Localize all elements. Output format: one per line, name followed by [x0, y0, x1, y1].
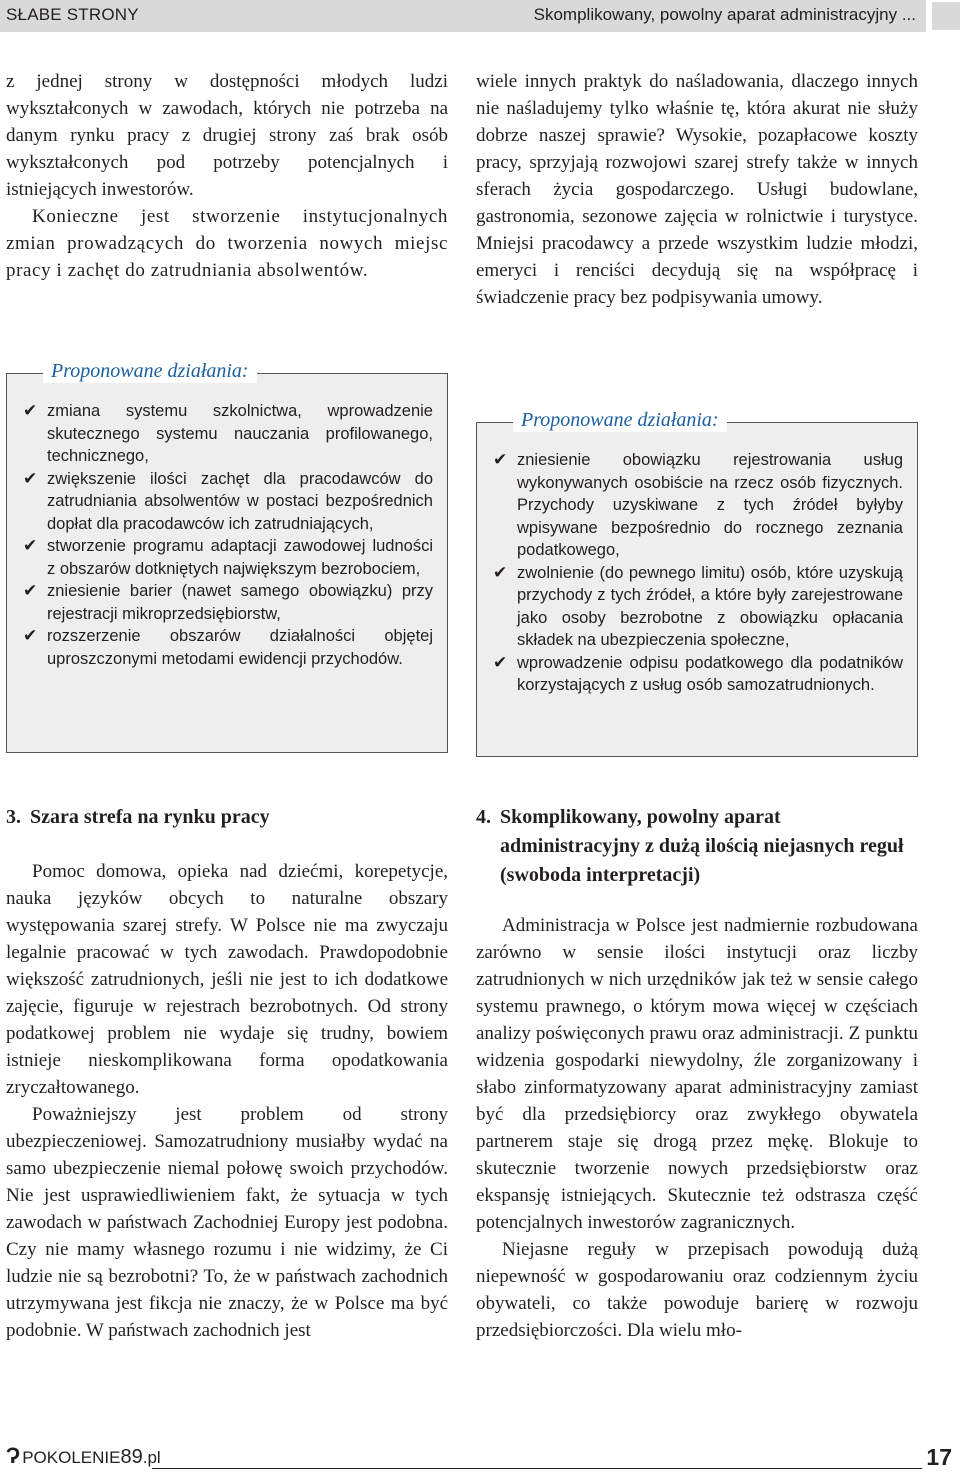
paragraph: Pomoc domowa, opieka nad dziećmi, korepetycje, nauka języków obcych to naturalne obszary występowania szarej strefy. W Polsce nie ma zwyczaju legalnie pracować w tych zawodach. Prawdopodobnie większość zatrudnionych, jeśli nie jest to ich dodatkowe zajęcie, figuruje w rejestrach bezrobotnych. Od strony podatkowej problem nie wydaje się trudny, bowiem istnieje nieskomplikowana forma opodatkowania zryczałtowanego.	[6, 861, 448, 1098]
check-mark-icon: ✔	[23, 536, 38, 555]
check-mark-icon: ✔	[493, 652, 508, 672]
proposed-actions-box-left	[6, 360, 448, 753]
list-item: ✔ zwolnienie (do pewnego limitu) osób, które uzyskują przychody z tych źródeł, a które były zarejestrowane jako osoby bezrobotne z obowiązku opłacania składek na ubezpieczenia społeczne,	[493, 562, 903, 649]
check-mark-icon: ✔	[493, 450, 508, 469]
list-item: ✔ zwiększenie ilości zachęt dla pracodawców do zatrudniania absolwentów w postaci bezpośrednich dopłat dla pracodawców ich zatrudniających,	[23, 468, 433, 533]
list-item: ✔ zniesienie obowiązku rejestrowania usług wykonywanych osobiście na rzecz osób fizycznych. Przychody uzyskiwane z tych źródeł byłyby wpisywane bezpośrednio do rocznego zeznania podatkowego,	[493, 450, 903, 559]
list-item: ✔ zniesienie barier (nawet samego obowiązku) przy rejestracji mikroprzedsiębiorstw,	[23, 581, 433, 623]
check-mark-icon: ✔	[23, 468, 38, 488]
left-column-top	[6, 68, 448, 284]
actions-list	[23, 400, 433, 670]
footer-rule	[152, 1468, 922, 1469]
box-title: Proponowane działania:	[43, 360, 257, 383]
paragraph: Konieczne jest stworzenie instytucjonalnych zmian prowadzących do tworzenia nowych miejsc pracy i zachęt do zatrudniania absolwentów.	[6, 206, 448, 281]
right-column-top	[476, 68, 918, 311]
logo-text: POKOLENIE	[22, 1448, 121, 1467]
logo-domain: .pl	[142, 1448, 161, 1467]
publisher-logo	[6, 1443, 161, 1469]
check-mark-icon: ✔	[23, 401, 38, 420]
check-mark-icon: ✔	[23, 581, 38, 600]
check-mark-icon: ✔	[23, 626, 38, 645]
actions-list	[493, 449, 903, 697]
box-title: Proponowane działania:	[513, 409, 727, 432]
paragraph: z jednej strony w dostępności młodych ludzi wykształconych w zawodach, których nie potrzeba na danym rynku pracy z drugiej strony zaś brak osób wykształconych pod potrzeby potencjalnych i istniejących inwestorów.	[6, 71, 448, 200]
logo-mark-icon: Ɂ	[6, 1443, 21, 1468]
running-header-square	[932, 2, 960, 30]
section-4	[476, 803, 918, 1344]
list-item: ✔ stworzenie programu adaptacji zawodowej ludności z obszarów dotkniętych największym bezrobociem,	[23, 536, 433, 578]
paragraph: wiele innych praktyk do naśladowania, dlaczego innych nie naśladujemy tylko właśnie tę, która akurat nie służy dobrze naszej sprawie? Wysokie, pozapłacowe koszty pracy, sprzyjają rozwojowi szarej strefy także w innych sferach życia gospodarczego. Usługi budowlane, gastronomia, sezonowe zajęcia w rolnictwie i turystyce. Mniejsi pracodawcy a przede wszystkim ludzie młodzi, emeryci i renciści decydują się na współpracę i świadczenie pracy bez podpisywania umowy.	[476, 71, 918, 308]
logo-number: 89	[120, 1446, 143, 1468]
paragraph: Niejasne reguły w przepisach powodują dużą niepewność w gospodarowaniu oraz codziennym życiu obywateli, co także powoduje barierę w rozwoju przedsiębiorczości. Dla wielu mło-	[476, 1239, 918, 1341]
running-header-left: SŁABE STRONY	[6, 5, 139, 24]
paragraph: Administracja w Polsce jest nadmiernie rozbudowana zarówno w sensie ilości instytucji oraz liczby zatrudnionych w nich urzędników jak też w sensie całego systemu prawnego, o którym mowa więcej w częściach analizy poświęconych prawu oraz administracji. Z punktu widzenia gospodarki niewydolny, źle zorganizowany i słabo zinformatyzowany aparat administracyjny zamiast być dla przedsiębiorcy oraz zwykłego obywatela partnerem staje się drogą przez mękę. Blokuje to skutecznie tworzenie nowych przedsiębiorstw oraz ekspansję istniejących. Skutecznie też odstrasza część potencjalnych inwestorów zagranicznych.	[476, 915, 918, 1233]
list-item: ✔ zmiana systemu szkolnictwa, wprowadzenie skutecznego systemu nauczania profilowanego, technicznego,	[23, 401, 433, 465]
section-3	[6, 803, 448, 1344]
section-heading: 3. Szara strefa na rynku pracy	[6, 806, 270, 828]
running-header-right: Skomplikowany, powolny aparat administracyjny ...	[533, 5, 916, 24]
proposed-actions-box-right	[476, 409, 918, 757]
page-number: 17	[926, 1444, 952, 1470]
paragraph: Poważniejszy jest problem od strony ubezpieczeniowej. Samozatrudniony musiałby wydać na samo ubezpieczenie niemal połowę swoich przychodów. Nie jest usprawiedliwieniem fakt, że sytuacja w tych zawodach w państwach Zachodniej Europy jest podobna. Czy nie mamy własnego rozumu i nie widzimy, że Ci ludzie nie są bezrobotni? To, że w państwach zachodnich utrzymywana jest fikcja nie znaczy, że w Polsce ma być podobnie. W państwach zachodnich jest	[6, 1104, 448, 1341]
check-mark-icon: ✔	[493, 562, 508, 582]
section-heading: 4. Skomplikowany, powolny aparat administracyjny z dużą ilością niejasnych reguł (swoboda interpretacji)	[476, 806, 904, 886]
list-item: ✔ rozszerzenie obszarów działalności objętej uproszczonymi metodami ewidencji przychodów.	[23, 626, 433, 668]
list-item: ✔ wprowadzenie odpisu podatkowego dla podatników korzystających z usług osób samozatrudnionych.	[493, 652, 903, 694]
